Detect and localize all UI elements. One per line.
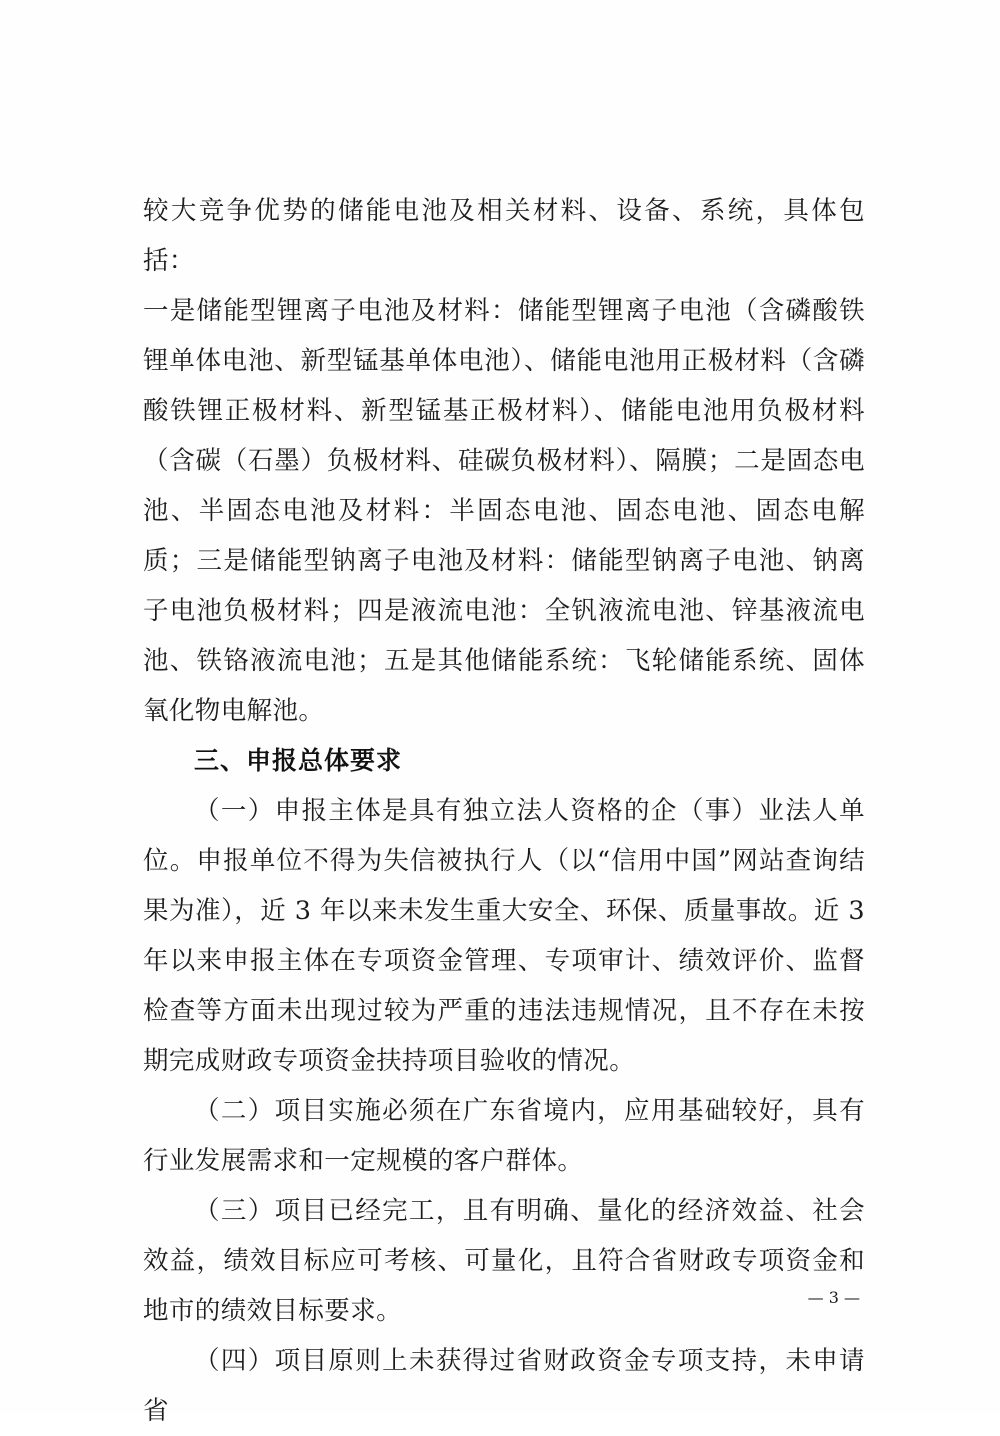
section-heading-application-requirements: 三、申报总体要求 [194,746,403,775]
page-number: — 3 — [807,1288,860,1307]
page-footer [0,1288,1000,1307]
requirement-item-3: （三）项目已经完工，且有明确、量化的经济效益、社会效益，绩效目标应可考核、可量化，且符合省财政专项资金和地市的绩效目标要求。 [143,1196,865,1326]
page-body [143,186,865,1436]
paragraph-continued-battery-scope: 较大竞争优势的储能电池及相关材料、设备、系统，具体包括： [143,196,865,276]
requirement-item-4: （四）项目原则上未获得过省财政资金专项支持，未申请省 [143,1346,865,1426]
requirement-item-1: （一）申报主体是具有独立法人资格的企（事）业法人单位。申报单位不得为失信被执行人（以“信用中国”网站查询结果为准），近 3 年以来未发生重大安全、环保、质量事故。近 3 年以来申报主体在专项资金管理、专项审计、绩效评价、监督检查等方面未出现过较为严重的违法违规情况，且不存在未按期完成财政专项资金扶持项目验收的情况。 [143,796,865,1076]
requirement-item-2: （二）项目实施必须在广东省境内，应用基础较好，具有行业发展需求和一定规模的客户群体。 [143,1096,865,1176]
paragraph-battery-list: 一是储能型锂离子电池及材料：储能型锂离子电池（含磷酸铁锂单体电池、新型锰基单体电池）、储能电池用正极材料（含磷酸铁锂正极材料、新型锰基正极材料）、储能电池用负极材料（含碳（石墨）负极材料、硅碳负极材料）、隔膜；二是固态电池、半固态电池及材料：半固态电池、固态电池、固态电解质；三是储能型钠离子电池及材料：储能型钠离子电池、钠离子电池负极材料；四是液流电池：全钒液流电池、锌基液流电池、铁铬液流电池；五是其他储能系统：飞轮储能系统、固体氧化物电解池。 [143,296,865,726]
